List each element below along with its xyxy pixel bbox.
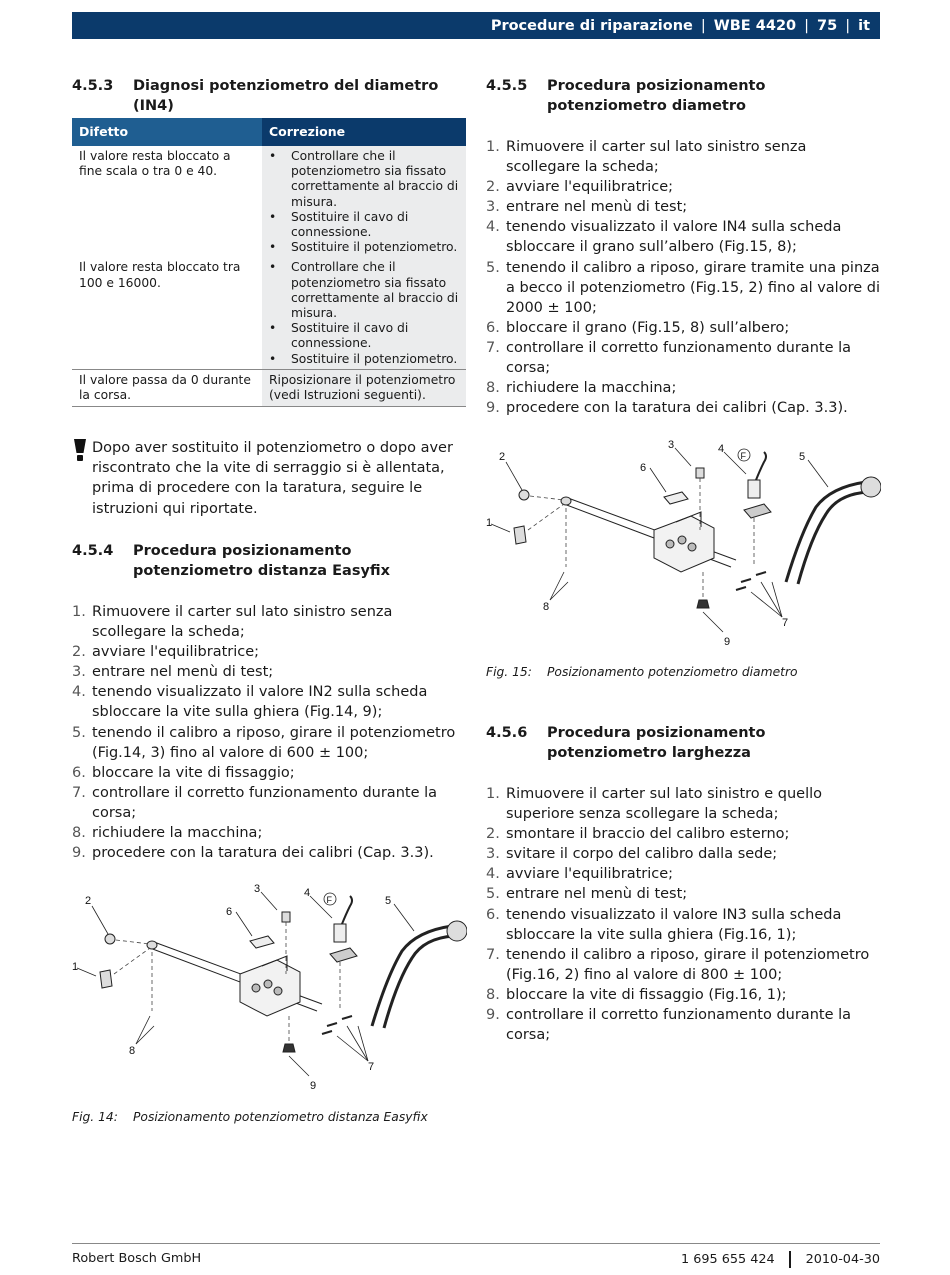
list-item: 4. tenendo visualizzato il valore IN4 sulla scheda sbloccare il grano sull’albero (Fig.15, 8);	[486, 219, 842, 256]
steps-list-4-5-4	[72, 602, 467, 863]
figure-label: 4	[304, 887, 311, 899]
figure-caption-15	[486, 665, 798, 679]
diagnosis-table	[72, 118, 466, 407]
list-item: 3. entrare nel menù di test;	[72, 664, 274, 681]
list-item: 9. procedere con la taratura dei calibri (Cap. 3.3).	[72, 845, 434, 862]
figure-label: 8	[129, 1045, 136, 1057]
step-text: Rimuovere il carter sul lato sinistro senza scollegare la scheda;	[506, 139, 807, 176]
figure-label: 6	[640, 462, 647, 474]
step-text: tenendo il calibro a riposo, girare il potenziometro (Fig.14, 3) fino al valore di 600 ± 100;	[92, 724, 456, 761]
figure-label: 1	[486, 517, 493, 529]
correction-item: • Controllare che il potenziometro sia fissato correttamente al braccio di misura.	[287, 260, 459, 321]
section-number: 4.5.5	[486, 78, 528, 94]
section-number: 4.5.6	[486, 725, 528, 741]
section-number: 4.5.3	[72, 78, 114, 94]
exclamation-icon	[72, 438, 88, 462]
figure-label: 8	[543, 601, 550, 613]
header-section: Procedure di riparazione	[490, 17, 693, 34]
table-row	[72, 146, 466, 257]
step-text: avviare l'equilibratrice;	[506, 866, 674, 883]
list-item: 3. svitare il corpo del calibro dalla sede;	[486, 846, 778, 863]
figure-caption-text: Posizionamento potenziometro distanza Easyfix	[133, 1110, 428, 1124]
defect-cell: Il valore resta bloccato a fine scala o tra 0 e 40.	[79, 149, 231, 179]
list-item: 2. smontare il braccio del calibro esterno;	[486, 826, 790, 843]
footer-doc-number: 1 695 655 424	[681, 1252, 775, 1267]
header-separator: |	[700, 17, 706, 34]
table-header-defect: Difetto	[72, 118, 262, 146]
correction-cell	[262, 257, 466, 369]
section-title: Procedura posizionamento potenziometro distanza Easyfix	[133, 543, 390, 579]
step-text: tenendo visualizzato il valore IN4 sulla scheda sbloccare il grano sull’albero (Fig.15, 8);	[506, 219, 842, 256]
step-text: Rimuovere il carter sul lato sinistro e quello superiore senza scollegare la scheda;	[506, 786, 823, 823]
figure-caption-14	[72, 1110, 428, 1124]
list-item: 1. Rimuovere il carter sul lato sinistro senza scollegare la scheda;	[72, 604, 393, 641]
footer-divider	[72, 1243, 880, 1244]
step-text: bloccare il grano (Fig.15, 8) sull’albero;	[506, 319, 790, 336]
figure-label: F	[326, 895, 332, 905]
step-text: bloccare la vite di fissaggio (Fig.16, 1);	[506, 986, 787, 1003]
correction-item: • Sostituire il potenziometro.	[287, 352, 459, 367]
figure-label: 1	[72, 961, 79, 973]
list-item: 5. tenendo il calibro a riposo, girare il potenziometro (Fig.14, 3) fino al valore di 600 ± 100;	[72, 724, 456, 761]
section-number: 4.5.4	[72, 543, 114, 559]
list-item: 2. avviare l'equilibratrice;	[72, 644, 260, 661]
header-separator: |	[845, 17, 851, 34]
step-text: avviare l'equilibratrice;	[92, 644, 260, 661]
step-text: entrare nel menù di test;	[506, 886, 688, 903]
step-text: controllare il corretto funzionamento durante la corsa;	[506, 339, 852, 377]
step-text: tenendo visualizzato il valore IN3 sulla scheda sbloccare la vite sulla ghiera (Fig.16, 1);	[506, 906, 842, 943]
figure-label: 9	[724, 636, 731, 648]
step-text: tenendo visualizzato il valore IN2 sulla scheda sbloccare la vite sulla ghiera (Fig.14, 9);	[92, 684, 428, 721]
footer-company: Robert Bosch GmbH	[72, 1251, 202, 1266]
step-text: procedere con la taratura dei calibri (Cap. 3.3).	[92, 845, 434, 862]
list-item: 8. richiudere la macchina;	[72, 825, 263, 842]
list-item: 4. tenendo visualizzato il valore IN2 sulla scheda sbloccare la vite sulla ghiera (Fig.14, 9);	[72, 684, 428, 721]
list-item: 6. bloccare il grano (Fig.15, 8) sull’albero;	[486, 319, 790, 336]
step-text: smontare il braccio del calibro esterno;	[506, 826, 790, 843]
figure-caption-text: Posizionamento potenziometro diametro	[547, 665, 798, 679]
figure-label: 4	[718, 443, 725, 455]
step-text: richiudere la macchina;	[92, 825, 263, 842]
potentiometer-assembly-drawing	[72, 876, 467, 1096]
footer-date: 2010-04-30	[805, 1252, 880, 1267]
list-item: 5. tenendo il calibro a riposo, girare tramite una pinza a becco il potenziometro (Fig.15, 2) fino al valore di 2000 ± 100;	[486, 259, 880, 316]
footer-info	[681, 1251, 880, 1268]
step-text: controllare il corretto funzionamento durante la corsa;	[92, 784, 438, 821]
warning-note	[72, 438, 466, 519]
list-item: 8. richiudere la macchina;	[486, 380, 677, 397]
header-page-number: 75	[817, 17, 838, 34]
step-text: controllare il corretto funzionamento durante la corsa;	[506, 1007, 852, 1044]
defect-cell: Il valore passa da 0 durante la corsa.	[72, 369, 262, 406]
note-text: Dopo aver sostituito il potenziometro o dopo aver riscontrato che la vite di serraggio si è allentata, prima di procedere con la taratura, seguire le istruzioni qui riportate.	[92, 440, 453, 517]
correction-item: • Sostituire il potenziometro.	[287, 240, 459, 255]
list-item: 2. avviare l'equilibratrice;	[486, 179, 674, 196]
step-text: entrare nel menù di test;	[92, 664, 274, 681]
table-row	[72, 369, 466, 406]
step-text: bloccare la vite di fissaggio;	[92, 764, 295, 781]
step-text: svitare il corpo del calibro dalla sede;	[506, 846, 778, 863]
figure-label: 3	[668, 439, 675, 451]
figure-label: 2	[499, 451, 506, 463]
list-item: 4. avviare l'equilibratrice;	[486, 866, 674, 883]
figure-label: 5	[385, 895, 392, 907]
step-text: richiudere la macchina;	[506, 380, 677, 397]
figure-label-text: Fig. 15:	[486, 665, 532, 679]
figure-label: 7	[368, 1061, 375, 1073]
list-item: 5. entrare nel menù di test;	[486, 886, 688, 903]
header-language: it	[858, 17, 870, 34]
list-item: 9. controllare il corretto funzionamento durante la corsa;	[486, 1007, 852, 1044]
list-item: 7. controllare il corretto funzionamento durante la corsa;	[486, 339, 852, 377]
correction-item: • Sostituire il cavo di connessione.	[287, 321, 459, 351]
section-title: Procedura posizionamento potenziometro larghezza	[547, 725, 766, 761]
correction-cell	[262, 146, 466, 257]
potentiometer-assembly-drawing	[486, 432, 881, 652]
correction-item: • Controllare che il potenziometro sia fissato correttamente al braccio di misura.	[287, 149, 459, 210]
list-item: 3. entrare nel menù di test;	[486, 199, 688, 216]
header-separator: |	[804, 17, 810, 34]
correction-cell: Riposizionare il potenziometro (vedi Istruzioni seguenti).	[262, 369, 466, 406]
step-text: Rimuovere il carter sul lato sinistro senza scollegare la scheda;	[92, 604, 393, 641]
figure-label: 2	[85, 895, 92, 907]
list-item: 1. Rimuovere il carter sul lato sinistro senza scollegare la scheda;	[486, 139, 807, 176]
figure-label: 6	[226, 906, 233, 918]
figure-label: 3	[254, 883, 261, 895]
steps-list-4-5-6	[486, 784, 881, 1045]
figure-label: 7	[782, 617, 789, 629]
figure-label-text: Fig. 14:	[72, 1110, 118, 1124]
footer-separator	[789, 1251, 791, 1268]
section-title: Procedura posizionamento potenziometro diametro	[547, 78, 766, 114]
list-item: 7. tenendo il calibro a riposo, girare il potenziometro (Fig.16, 2) fino al valore di 800 ± 100;	[486, 946, 870, 983]
list-item: 8. bloccare la vite di fissaggio (Fig.16, 1);	[486, 986, 787, 1003]
list-item: 1. Rimuovere il carter sul lato sinistro e quello superiore senza scollegare la scheda;	[486, 786, 823, 823]
step-text: tenendo il calibro a riposo, girare il potenziometro (Fig.16, 2) fino al valore di 800 ± 100;	[506, 946, 870, 983]
figure-label: F	[740, 451, 746, 461]
figure-label: 9	[310, 1080, 317, 1092]
step-text: entrare nel menù di test;	[506, 199, 688, 216]
step-text: avviare l'equilibratrice;	[506, 179, 674, 196]
correction-item: • Sostituire il cavo di connessione.	[287, 210, 459, 240]
step-text: tenendo il calibro a riposo, girare tramite una pinza a becco il potenziometro (Fig.15, 2) fino al valore di 2000 ± 100;	[506, 259, 880, 316]
list-item: 7. controllare il corretto funzionamento durante la corsa;	[72, 784, 438, 821]
figure-label: 5	[799, 451, 806, 463]
figure-15	[486, 432, 881, 652]
table-header-correction: Correzione	[262, 118, 466, 146]
section-title: Diagnosi potenziometro del diametro (IN4)	[133, 78, 439, 114]
figure-14	[72, 876, 467, 1096]
list-item: 6. tenendo visualizzato il valore IN3 sulla scheda sbloccare la vite sulla ghiera (Fig.16, 1);	[486, 906, 842, 943]
list-item: 6. bloccare la vite di fissaggio;	[72, 764, 295, 781]
steps-list-4-5-5	[486, 137, 881, 418]
list-item: 9. procedere con la taratura dei calibri (Cap. 3.3).	[486, 400, 848, 417]
step-text: procedere con la taratura dei calibri (Cap. 3.3).	[506, 400, 848, 417]
table-row	[72, 257, 466, 369]
page-header	[72, 12, 880, 39]
defect-cell: Il valore resta bloccato tra 100 e 16000.	[79, 260, 241, 290]
header-product: WBE 4420	[713, 17, 797, 34]
